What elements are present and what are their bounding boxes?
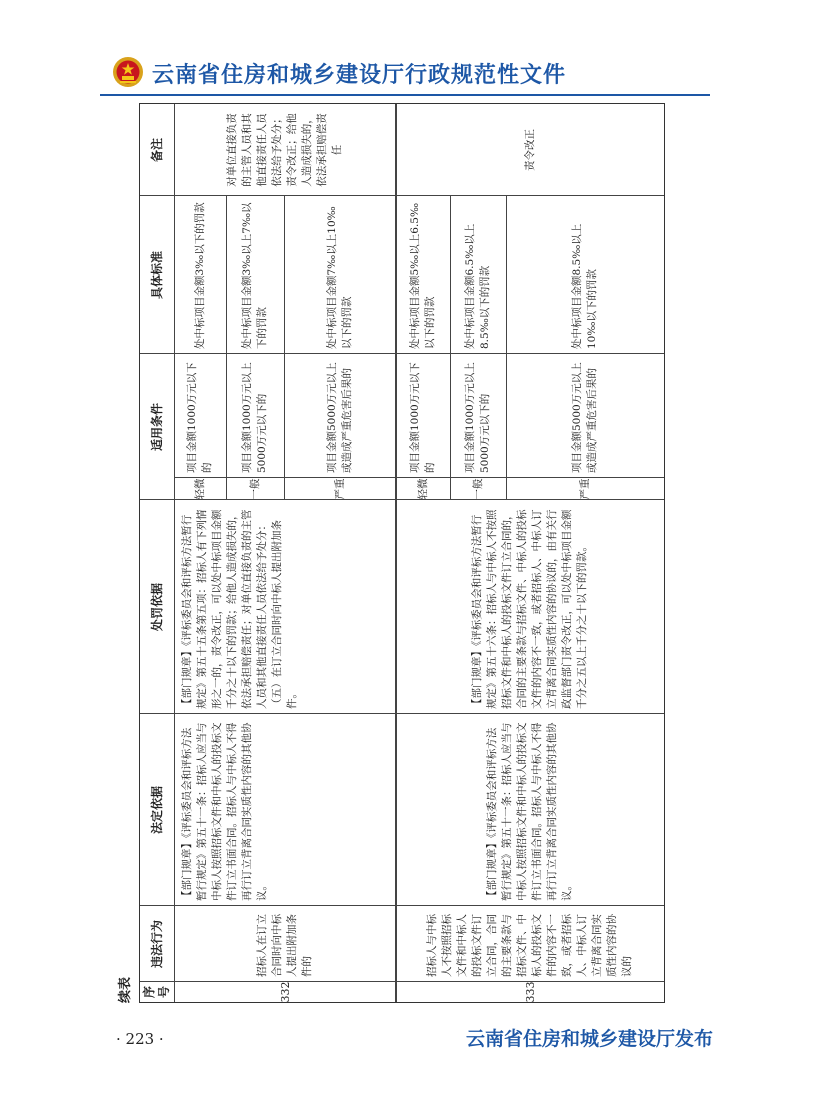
row-332-level-minor: 轻微 <box>193 478 206 500</box>
grid-line <box>174 477 664 478</box>
row-333-standard-general: 处中标项目金额6.5‰以上8.5‰以下的罚款 <box>464 223 491 349</box>
grid-line <box>140 353 664 354</box>
row-332-standard-general: 处中标项目金额3‰以上7‰以下的罚款 <box>241 202 268 349</box>
header-legal-basis: 法定依据 <box>149 786 164 835</box>
row-332-standard-minor: 处中标项目金额3‰以下的罚款 <box>193 202 206 349</box>
row-333-legal-basis: 【部门规章】《评标委员会和评标方法暂行规定》第五十一条：招标人应当与中标人按照招标文件和中标人的投标文件订立书面合同。招标人与中标人不得再行订立背离合同实质性内容的其他协议。 <box>486 722 573 901</box>
row-332-level-general: 一般 <box>248 478 261 500</box>
row-332-seq: 332 <box>278 982 292 1002</box>
page-number: · 223 · <box>116 1030 164 1048</box>
grid-line <box>140 905 664 906</box>
row-333-level-minor: 轻微 <box>416 478 429 500</box>
header-condition: 适用条件 <box>149 403 164 452</box>
row-333-penalty-basis: 【部门规章】《评标委员会和评标方法暂行规定》第五十六条：招标人与中标人不按照招标文件和中标人的投标文件订立合同的，合同的主要条款与招标文件、中标人的投标文件的内容不一致，或者招标人、中标人订立背离合同实质性内容的协议的，由有关行政监督部门责令改正，可以处中标项目金额千分之五以上千分之十以下的罚款。 <box>471 509 588 709</box>
row-332-behavior: 招标人在订立合同时向中标人提出附加条件的 <box>256 914 313 977</box>
header-seq: 序号 <box>142 986 171 999</box>
header-title: 云南省住房和城乡建设厅行政规范性文件 <box>152 63 567 88</box>
header-behavior: 违法行为 <box>149 920 164 969</box>
row-333-condition-general: 项目金额1000万元以上5000万元以下的 <box>464 362 491 473</box>
row-333-standard-severe: 处中标项目金额8.5‰以上10‰以下的罚款 <box>571 223 598 349</box>
row-332-condition-severe: 项目金额5000万元以上或造成严重危害后果的 <box>326 362 353 473</box>
row-333-note: 责令改正 <box>523 129 536 171</box>
row-333-level-general: 一般 <box>471 478 484 500</box>
row-333-seq: 333 <box>523 982 537 1002</box>
publisher-label: 云南省住房和城乡建设厅发布 <box>466 1028 714 1050</box>
row-332-level-severe: 严重 <box>333 478 346 500</box>
grid-line <box>226 196 227 500</box>
grid-line <box>140 499 664 500</box>
grid-line <box>450 196 451 500</box>
header-note: 备注 <box>149 138 164 163</box>
grid-line <box>140 195 664 196</box>
header-penalty-basis: 处罚依据 <box>149 583 164 632</box>
row-332-note: 对单位直接负责的主管人员和其他直接责任人员依法给予处分；责令改正；给他人造成损失的，依法承担赔偿责任 <box>226 113 343 187</box>
rotated-table-region <box>115 103 665 1003</box>
row-332-legal-basis: 【部门规章】《评标委员会和评标方法暂行规定》第五十一条：招标人应当与中标人按照招标文件和中标人的投标文件订立书面合同。招标人与中标人不得再行订立背离合同实质性内容的其他协议。 <box>181 722 268 901</box>
grid-line <box>140 981 664 982</box>
row-333-level-severe: 严重 <box>578 478 591 500</box>
grid-line <box>174 104 175 1002</box>
row-332-condition-minor: 项目金额1000万元以下的 <box>186 362 213 473</box>
grid-line <box>284 196 285 500</box>
grid-line <box>506 196 507 500</box>
document-header <box>100 52 720 96</box>
national-emblem-icon <box>112 56 144 88</box>
grid-line <box>140 713 664 714</box>
row-333-behavior: 招标人与中标人不按照招标文件和中标人的投标文件订立合同，合同的主要条款与招标文件、中标人的投标文件的内容不一致，或者招标人、中标人订立背离合同实质性内容的协议的 <box>426 914 633 977</box>
row-332-standard-severe: 处中标项目金额7‰以上10‰以下的罚款 <box>326 206 353 349</box>
row-332-condition-general: 项目金额1000万元以上5000万元以下的 <box>241 362 268 473</box>
continued-label: 续表 <box>118 976 133 1003</box>
row-333-condition-severe: 项目金额5000万元以上或造成严重危害后果的 <box>571 362 598 473</box>
row-333-standard-minor: 处中标项目金额5‰以上6.5‰以下的罚款 <box>409 202 436 349</box>
header-divider <box>100 94 710 96</box>
header-standard: 具体标准 <box>149 251 164 300</box>
row-333-condition-minor: 项目金额1000万元以下的 <box>409 362 436 473</box>
row-332-penalty-basis: 【部门规章】《评标委员会和评标方法暂行规定》第五十五条第五项：招标人有下列情形之一的，责令改正，可以处中标项目金额千分之十以下的罚款；给他人造成损失的，依法承担赔偿责任；对单位直接负责的主管人员和其他直接责任人员依法给予处分：（五）在订立合同时向中标人提出附加条件。 <box>181 509 298 709</box>
grid-line <box>395 104 397 1002</box>
penalty-table <box>139 103 665 1003</box>
